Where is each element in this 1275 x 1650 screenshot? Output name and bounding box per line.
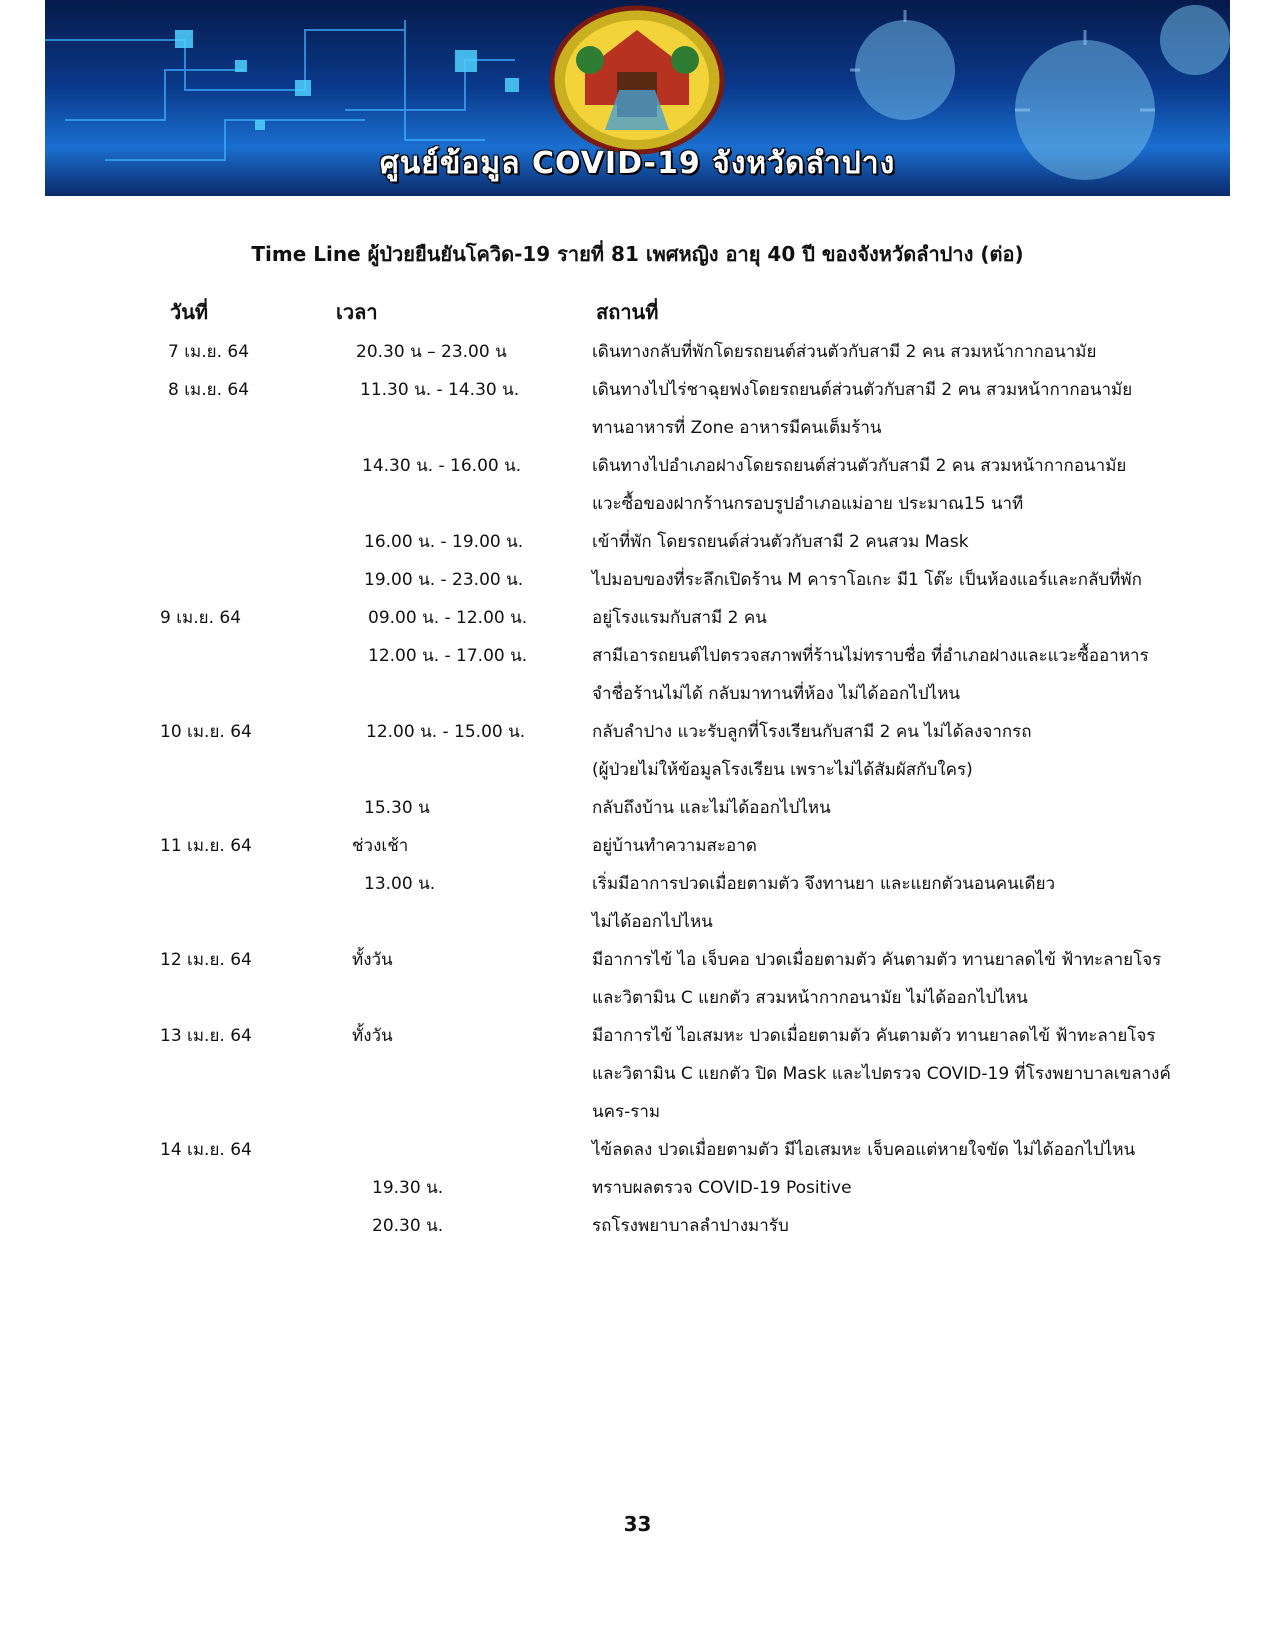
banner-title: ศูนย์ข้อมูล COVID-19 จังหวัดลำปาง [379,146,896,181]
row-place: เดินทางไปไร่ชาฉุยฟงโดยรถยนต์ส่วนตัวกับสามี 2 คน สวมหน้ากากอนามัย [592,380,1133,400]
row-place: เดินทางกลับที่พักโดยรถยนต์ส่วนตัวกับสามี 2 คน สวมหน้ากากอนามัย [592,342,1097,362]
row-time: 12.00 น. - 15.00 น. [366,722,526,742]
row-time: 11.30 น. - 14.30 น. [360,380,520,400]
row-place: ไข้ลดลง ปวดเมื่อยตามตัว มีไอเสมหะ เจ็บคอแต่หายใจขัด ไม่ได้ออกไปไหน [592,1140,1136,1160]
row-place: (ผู้ป่วยไม่ให้ข้อมูลโรงเรียน เพราะไม่ได้สัมผัสกับใคร) [592,760,973,780]
row-place: สามีเอารถยนต์ไปตรวจสภาพที่ร้านไม่ทราบชื่อ ที่อำเภอฝางและแวะซื้ออาหาร [592,646,1149,666]
row-place: มีอาการไข้ ไอ เจ็บคอ ปวดเมื่อยตามตัว คันตามตัว ทานยาลดไข้ ฟ้าทะลายโจร [592,950,1162,970]
table-row [0,1062,1275,1100]
table-row [0,1138,1275,1176]
row-place: จำชื่อร้านไม่ได้ กลับมาทานที่ห้อง ไม่ได้ออกไปไหน [592,684,961,704]
row-place: กลับถึงบ้าน และไม่ได้ออกไปไหน [592,798,831,818]
row-time: ทั้งวัน [352,1026,393,1046]
row-time: 14.30 น. - 16.00 น. [362,456,522,476]
header-date: วันที่ [170,300,209,324]
table-row [0,1214,1275,1252]
row-date: 7 เม.ย. 64 [168,342,250,362]
row-place: ทานอาหารที่ Zone อาหารมีคนเต็มร้าน [592,418,882,438]
row-place: กลับลำปาง แวะรับลูกที่โรงเรียนกับสามี 2 คน ไม่ได้ลงจากรถ [592,722,1032,742]
row-date: 13 เม.ย. 64 [160,1026,252,1046]
row-place: ไม่ได้ออกไปไหน [592,912,713,932]
row-time: ทั้งวัน [352,950,393,970]
row-place: เดินทางไปอำเภอฝางโดยรถยนต์ส่วนตัวกับสามี 2 คน สวมหน้ากากอนามัย [592,456,1127,476]
row-time: 20.30 น – 23.00 น [356,342,507,362]
table-row [0,492,1275,530]
row-place: รถโรงพยาบาลลำปางมารับ [592,1216,789,1236]
row-date: 14 เม.ย. 64 [160,1140,252,1160]
row-time: 13.00 น. [364,874,436,894]
row-time: 19.00 น. - 23.00 น. [364,570,524,590]
table-row [0,834,1275,872]
province-seal-icon [552,8,722,152]
row-time: 20.30 น. [372,1216,444,1236]
table-row [0,948,1275,986]
row-date: 11 เม.ย. 64 [160,836,252,856]
row-place: อยู่บ้านทำความสะอาด [592,836,757,856]
table-row [0,340,1275,378]
row-place: ไปมอบของที่ระลึกเปิดร้าน M คาราโอเกะ มี1 โต๊ะ เป็นห้องแอร์และกลับที่พัก [592,570,1142,590]
table-row [0,606,1275,644]
row-place: ทราบผลตรวจ COVID-19 Positive [592,1178,852,1198]
table-row [0,986,1275,1024]
row-date: 12 เม.ย. 64 [160,950,252,970]
header-time: เวลา [336,300,378,324]
row-date: 9 เม.ย. 64 [160,608,242,628]
table-row [0,1176,1275,1214]
header-place: สถานที่ [596,300,659,324]
row-place: เข้าที่พัก โดยรถยนต์ส่วนตัวกับสามี 2 คนสวม Mask [592,532,969,552]
document-title: Time Line ผู้ป่วยยืนยันโควิด-19 รายที่ 81 เพศหญิง อายุ 40 ปี ของจังหวัดลำปาง (ต่อ) [251,242,1024,266]
row-place: และวิตามิน C แยกตัว ปิด Mask และไปตรวจ COVID-19 ที่โรงพยาบาลเขลางค์ [592,1064,1171,1084]
row-time: 15.30 น [364,798,430,818]
table-row [0,530,1275,568]
table-row [0,910,1275,948]
table-row [0,758,1275,796]
table-row [0,796,1275,834]
row-time: 12.00 น. - 17.00 น. [368,646,528,666]
row-place: เริ่มมีอาการปวดเมื่อยตามตัว จึงทานยา และแยกตัวนอนคนเดียว [592,874,1056,894]
row-date: 8 เม.ย. 64 [168,380,250,400]
row-place: แวะซื้อของฝากร้านกรอบรูปอำเภอแม่อาย ประมาณ15 นาที [592,494,1024,514]
row-place: นคร-ราม [592,1102,661,1122]
table-row [0,416,1275,454]
table-row [0,568,1275,606]
row-time: 19.30 น. [372,1178,444,1198]
row-time: 09.00 น. - 12.00 น. [368,608,528,628]
table-row [0,454,1275,492]
table-row [0,1024,1275,1062]
header-banner [45,0,1230,196]
row-date: 10 เม.ย. 64 [160,722,252,742]
table-row [0,644,1275,682]
row-place: อยู่โรงแรมกับสามี 2 คน [592,608,767,628]
table-row [0,378,1275,416]
row-place: และวิตามิน C แยกตัว สวมหน้ากากอนามัย ไม่ได้ออกไปไหน [592,988,1028,1008]
row-time: ช่วงเช้า [352,836,409,856]
row-place: มีอาการไข้ ไอเสมหะ ปวดเมื่อยตามตัว คันตามตัว ทานยาลดไข้ ฟ้าทะลายโจร [592,1026,1156,1046]
table-row [0,1100,1275,1138]
table-row [0,872,1275,910]
row-time: 16.00 น. - 19.00 น. [364,532,524,552]
table-row [0,682,1275,720]
page-number: 33 [623,1512,652,1536]
table-row [0,720,1275,758]
